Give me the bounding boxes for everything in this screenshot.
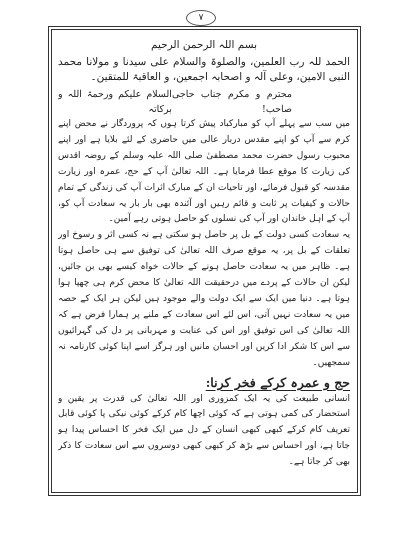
- section-heading: [58, 373, 350, 392]
- salutation-address: محترم و مکرم جناب حاجی صاحب!: [171, 89, 292, 115]
- page-content: [58, 34, 350, 486]
- paragraph-congratulations: میں سب سے پہلے آپ کو مبارکباد پیش کرتا ہوں کہ پروردگار نے محض اپنے کرم سے آپ کو اپنے مقدس دربار عالی میں حاضری کے لئے بلایا ہے اور اپنے محبوب رسول حضرت محمد مصطفیٰ صلی اللہ علیہ وسلم کے روضہ اقدس کی زیارت کا موقع عطا فرمایا ہے۔ اللہ تعالیٰ آپ کے حج، عمرہ اور زیارت مقدسہ کو قبول فرمائے، اور تاحیات ان کے مبارک اثرات آپ کی زندگی کے تمام حالات و کیفیات پر ثابت و قائم رہیں اور آئندہ بھی بار بار یہ سعادت آپ کو، آپ کے اہل خاندان اور آپ کی نسلوں کو حاصل ہوتی رہے آمین۔: [58, 119, 350, 225]
- salutation-line: [58, 87, 350, 117]
- bismillah: بسم اللہ الرحمن الرحیم: [150, 39, 258, 51]
- section-heading-text: حج و عمرہ کرکے فخر کرنا:: [205, 374, 350, 390]
- paragraph-divine-favor: یہ سعادت کسی دولت کے بل پر حاصل ہو سکتی ہے نہ کسی اثر و رسوخ اور تعلقات کے بل پر، یہ موقع صرف اللہ تعالیٰ کی توفیق سے ہی حاصل ہوتا ہے۔ ظاہر میں یہ سعادت حاصل ہونے کے حالات خواہ کیسے بھی بن جائیں، لیکن ان حالات کے پردے میں درحقیقت اللہ تعالیٰ کا محض کرم ہی چھپا ہوا ہوتا ہے۔ دنیا میں ایک سے ایک دولت والے موجود ہیں لیکن ہر ایک کے حصہ میں یہ سعادت نہیں آتی، اس لئے اس سعادت کے ملنے پر ہمارا فرض ہے کہ اللہ تعالیٰ کی اس توفیق اور اس کی عنایت و مہربانی پر دل کی گہرائیوں سے اس کا شکر ادا کریں اور احسان مانیں اور ہرگز اسے اپنا کوئی کارنامہ نہ سمجھیں۔: [58, 230, 350, 368]
- paragraph-pride: انسانی طبیعت کی یہ ایک کمزوری اور اللہ تعالیٰ کی قدرت پر یقین و استحضار کی کمی ہوتی ہے کہ کوئی اچھا کام کرکے کوئی نیکی پا کوئی قابل تعریف کام کرکے کبھی کبھی انسان کے دل میں ایک فخر کا احساس پیدا ہو جاتا ہے، اور احساس سے بڑھ کر کبھی کبھی دوسروں سے اس سعادت کا ذکر بھی کر جاتا ہے۔: [58, 393, 350, 468]
- salutation-greeting: السلام علیکم ورحمۃ اللہ و برکاتہ: [58, 89, 172, 115]
- opening-dua: الحمد للہ رب العلمین، والصلوۃ والسلام علی سیدنا و مولانا محمد النبی الامین، وعلی آلہ و اصحابہ اجمعین، و العاقبۃ للمتقین۔: [58, 56, 350, 83]
- page-number: ٧: [186, 10, 216, 26]
